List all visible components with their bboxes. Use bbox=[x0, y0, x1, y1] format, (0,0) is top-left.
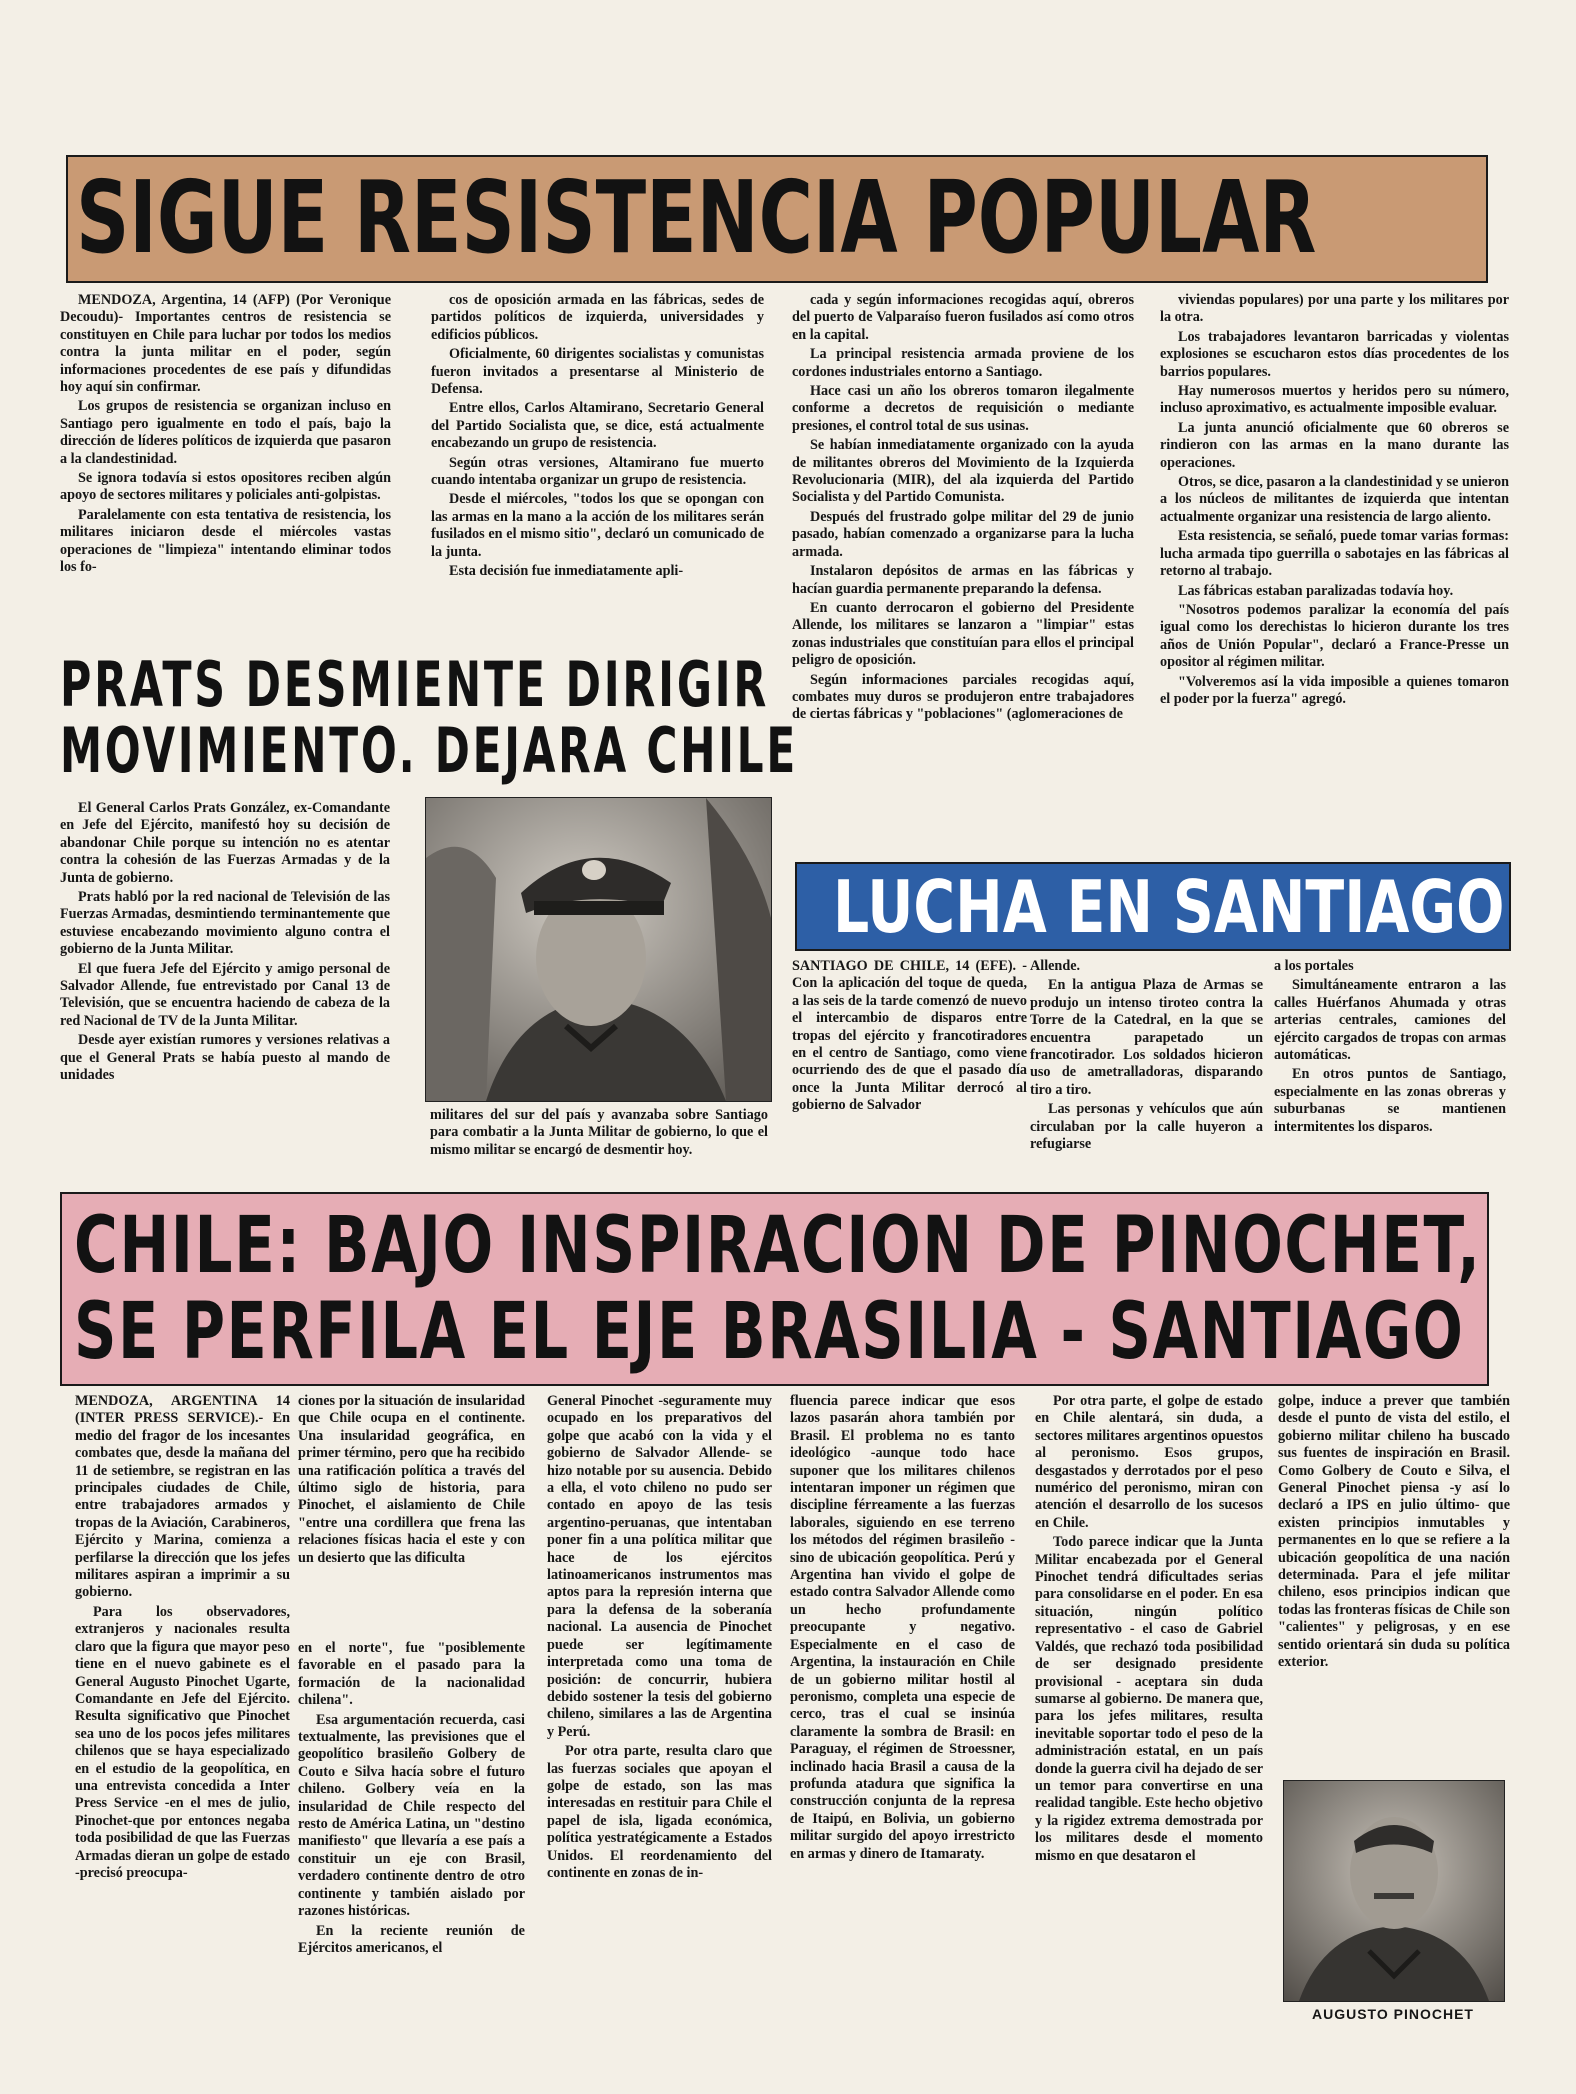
paragraph: Se ignora todavía si estos opositores reciben algún apoyo de sectores militares y policiales anti-golpistas. bbox=[60, 470, 391, 504]
eje-column-3 bbox=[547, 1393, 772, 2027]
paragraph: "Volveremos así la vida imposible a quienes tomaron el poder por la fuerza" agregó. bbox=[1160, 673, 1509, 707]
paragraph: Paralelamente con esta tentativa de resistencia, los militares iniciaron desde el miércoles vastas operaciones de "limpieza" intentando eliminar todos los fo- bbox=[60, 506, 391, 576]
prats-column-2: militares del sur del país y avanzaba sobre Santiago para combatir a la Junta Militar de gobierno, lo que el mismo militar se encargó de desmentir hoy. bbox=[430, 1107, 768, 1158]
paragraph: Desde el miércoles, "todos los que se opongan con las armas en la mano a la acción de los militares serán fusilados en el mismo sitio", declaró un comunicado de la junta. bbox=[431, 491, 764, 560]
resistencia-column-4 bbox=[1160, 292, 1509, 852]
paragraph: Según informaciones parciales recogidas aquí, combates muy duros se produjeron entre trabajadores de ciertas fábricas y "poblaciones" (aglomeraciones de bbox=[792, 671, 1134, 723]
resistencia-column-2 bbox=[431, 292, 764, 652]
paragraph: En la reciente reunión de Ejércitos americanos, el bbox=[298, 1922, 525, 1956]
paragraph: "Nosotros podemos paralizar la economía del país igual como los derechistas lo hicieron durante los tres años de Unión Popular", declaró a France-Presse un opositor al régimen militar. bbox=[1160, 601, 1509, 671]
paragraph: MENDOZA, Argentina, 14 (AFP) (Por Veronique Decoudu)- Importantes centros de resistencia se constituyen en Chile para luchar por todos los medios contra la junta militar en el poder, según informaciones procedentes de ese país y difundidas hoy aquí sin confirmar. bbox=[60, 292, 391, 396]
paragraph: Hay numerosos muertos y heridos pero su número, incluso aproximativo, es actualmente imposible evaluar. bbox=[1160, 383, 1509, 417]
paragraph: Entre ellos, Carlos Altamirano, Secretario General del Partido Socialista que, se dice, está actualmente encabezando un grupo de resistencia. bbox=[431, 400, 764, 452]
paragraph: Se habían inmediatamente organizado con la ayuda de militantes obreros del Movimiento de la Izquierda Revolucionaria (MIR), del ala izquierda del Partido Socialista y del Partido Comunista. bbox=[792, 437, 1134, 506]
paragraph: Las fábricas estaban paralizadas todavía hoy. bbox=[1178, 582, 1454, 599]
paragraph: Todo parece indicar que la Junta Militar encabezada por el General Pinochet tendrá dificultades serias para consolidarse en el poder. En esa situación, ningún político representativo - el caso de Gabriel Valdés, que rechazó toda posibilidad de ser designado presidente provisional - aceptara sin duda sumarse al gobierno. De manera que, para los jefes militares, resulta inevitable soportar todo el peso de la administración estatal, en un país donde la guerra civil ha dejado de ser un temor para convertirse en una realidad tangible. Este hecho objetivo y la rigidez extrema demostrada por los militares desde el momento mismo en que desataron el bbox=[1035, 1534, 1263, 1864]
paragraph: Después del frustrado golpe militar del 29 de junio pasado, habían comenzado a organizarse para la lucha armada. bbox=[792, 508, 1134, 560]
paragraph: viviendas populares) por una parte y los militares por la otra. bbox=[1160, 292, 1509, 326]
paragraph: en el norte", fue "posiblemente favorable en el pasado para la formación de la nacionalidad chilena". bbox=[298, 1640, 525, 1709]
paragraph: El que fuera Jefe del Ejército y amigo personal de Salvador Allende, fue entrevistado por Canal 13 de Televisión, que se encuentra haciendo de cabeza de la red Nacional de TV de la Junta Militar. bbox=[60, 960, 390, 1029]
prats-headline-line-1: PRATS DESMIENTE DIRIGIR bbox=[60, 648, 770, 721]
lucha-column-2 bbox=[1030, 958, 1263, 1180]
eje-column-4 bbox=[790, 1393, 1015, 2027]
pinochet-portrait-image bbox=[1284, 1781, 1504, 2001]
eje-column-5 bbox=[1035, 1393, 1263, 2027]
paragraph: Oficialmente, 60 dirigentes socialistas y comunistas fueron invitados a presentarse al Ministerio de Defensa. bbox=[431, 346, 764, 398]
eje-column-6 bbox=[1278, 1393, 1510, 1773]
paragraph: Hace casi un año los obreros tomaron ilegalmente conforme a decretos de requisición o mediante presiones, el control total de sus usinas. bbox=[792, 383, 1134, 434]
eje-column-1 bbox=[75, 1393, 290, 2027]
paragraph: cos de oposición armada en las fábricas, sedes de partidos políticos de izquierda, universidades y edificios públicos. bbox=[431, 292, 764, 343]
lucha-headline-banner bbox=[795, 862, 1511, 951]
paragraph: Desde ayer existían rumores y versiones relativas a que el General Prats se había puesto al mando de unidades bbox=[60, 1032, 390, 1084]
eje-headline-banner bbox=[60, 1192, 1489, 1386]
lucha-headline: LUCHA EN SANTIAGO bbox=[833, 865, 1505, 949]
paragraph: Los grupos de resistencia se organizan incluso en Santiago pero igualmente en todo el país, bajo la dirección de líderes políticos de izquierda que pasaron a la clandestinidad. bbox=[60, 398, 391, 467]
paragraph: a los portales bbox=[1274, 958, 1354, 974]
paragraph: Las personas y vehículos que aún circulaban por la calle huyeron a refugiarse bbox=[1030, 1101, 1263, 1153]
paragraph: cada y según informaciones recogidas aquí, obreros del puerto de Valparaíso fueron fusilados así como otros en la capital. bbox=[792, 292, 1134, 343]
paragraph: Según otras versiones, Altamirano fue muerto cuando intentaba organizar un grupo de resistencia. bbox=[431, 454, 764, 489]
paragraph: Los trabajadores levantaron barricadas y violentas explosiones se escucharon estos días procedentes de los barrios populares. bbox=[1160, 328, 1509, 380]
paragraph: golpe, induce a prever que también desde el punto de vista del estilo, el gobierno militar chileno ha buscado sus fuentes de inspiración en Brasil. Como Golbery de Couto e Silva, el General Pinochet piensa -y así lo declaró a IPS en julio último- que existen principios inmutables y permanentes en lo que se refiere a la ubicación geopolítica de una nación determinada. Para el jefe militar chileno, esos principios indican que todas las fronteras físicas de Chile son "calientes" y peligrosas, y en ese sentido orientará sin duda su política exterior. bbox=[1278, 1393, 1510, 1671]
eje-headline-line-1: CHILE: BAJO INSPIRACION DE PINOCHET, bbox=[74, 1201, 1482, 1291]
paragraph: General Pinochet -seguramente muy ocupado en los preparativos del golpe que acabó con la vida y el gobierno de Salvador Allende- se hizo notable por su ausencia. Debido a ella, el voto chileno no pudo ser contado en apoyo de las tesis argentino-peruanas, que intentaban poner fin a una política militar que hace de los ejércitos latinoamericanos instrumentos mas aptos para la represión interna que para la defensa de la soberanía nacional. La ausencia de Pinochet puede ser legítimamente interpretada como una toma de posición: de concurrir, hubiera debido sostener la tesis del gobierno chileno, similares a las de Argentina y Perú. bbox=[547, 1393, 772, 1740]
pinochet-caption: AUGUSTO PINOCHET bbox=[1312, 2006, 1474, 2022]
eje-column-2b bbox=[298, 1640, 525, 2027]
paragraph: En la antigua Plaza de Armas se produjo un intenso tiroteo contra la Torre de la Catedral, en la que se encuentra parapetado un francotirador. Los soldados hicieron uso de ametralladoras, disparando tiro a tiro. bbox=[1030, 977, 1263, 1098]
paragraph: Por otra parte, resulta claro que las fuerzas sociales que apoyan el golpe de estado, son las mas interesadas en restituir para Chile el papel de isla, ligada económica, política yestratégicamente a Estados Unidos. El reordenamiento del continente en zonas de in- bbox=[547, 1743, 772, 1881]
eje-headline-line-2: SE PERFILA EL EJE BRASILIA - SANTIAGO bbox=[74, 1287, 1465, 1377]
paragraph: Allende. bbox=[1030, 958, 1081, 974]
eje-column-2a: ciones por la situación de insularidad que Chile ocupa en el continente. Una insularidad geográfica, en primer término, pero que ha recibido una ratificación política a través del último siglo de historia, para Pinochet, el aislamiento de Chile "entre una cordillera que frena las relaciones físicas hacia el este y con un desierto que las dificulta bbox=[298, 1393, 525, 1566]
main-headline: SIGUE RESISTENCIA POPULAR bbox=[76, 159, 1317, 276]
prats-headline-line-2: MOVIMIENTO. DEJARA CHILE bbox=[60, 714, 798, 787]
paragraph: fluencia parece indicar que esos lazos pasarán ahora también por Brasil. El problema no es tanto ideológico -aunque todo hace suponer que los militares chilenos intentaran imponer un régimen que discipline férreamente a las fuerzas laborales, siguiendo en ese terreno los métodos del régimen brasileño - sino de ubicación geopolítica. Perú y Argentina han vivido el golpe de estado contra Salvador Allende como un hecho profundamente preocupante y negativo. Especialmente en el caso de Argentina, la instauración en Chile de un gobierno militar hostil al peronismo, completa una especie de cerco, tras el cual se insinúa claramente la sombra de Brasil: en Paraguay, el régimen de Stroessner, inclinado hacia Brasil a causa de la profunda atadura que significa la construcción conjunta de la represa de Itaipú, en Bolivia, un gobierno militar surgido del apoyo irrestricto en armas y dinero de Itamaraty. bbox=[790, 1393, 1015, 1862]
paragraph: Por otra parte, el golpe de estado en Chile alentará, sin duda, a sectores militares argentinos opuestos al peronismo. Esos grupos, desgastados y derrotados por el peso numérico del peronismo, miran con atención el desarrollo de los sucesos en Chile. bbox=[1035, 1393, 1263, 1531]
paragraph: Otros, se dice, pasaron a la clandestinidad y se unieron a los núcleos de militantes de izquierda que intentan actualmente organizar una resistencia de largo aliento. bbox=[1160, 474, 1509, 525]
paragraph: MENDOZA, ARGENTINA 14 (INTER PRESS SERVICE).- En medio del fragor de los incesantes combates que, desde la mañana del 11 de setiembre, se registran en las principales ciudades de Chile, entre trabajadores armados y tropas de la Aviación, Carabineros, Ejército y Marina, comienza a perfilarse la dirección que los jefes militares aspiran a imprimir a su gobierno. bbox=[75, 1393, 290, 1601]
paragraph: El General Carlos Prats González, ex-Comandante en Jefe del Ejército, manifestó hoy su decisión de abandonar Chile porque su intención no es atentar contra la cohesión de las Fuerzas Armadas y de la Junta de gobierno. bbox=[60, 800, 390, 886]
paragraph: La principal resistencia armada proviene de los cordones industriales entorno a Santiago. bbox=[792, 346, 1134, 380]
paragraph: Instalaron depósitos de armas en las fábricas y hacían guardia permanente preparando la defensa. bbox=[792, 563, 1134, 597]
paragraph: Esa argumentación recuerda, casi textualmente, las previsiones que el geopolítico brasileño Golbery de Couto e Silva hacía sobre el futuro chileno. Golbery veía en la insularidad de Chile respecto del resto de América Latina, un "destino manifiesto" que llevaría a ese país a constituir un eje con Brasil, verdadero continente dentro de otro continente y también aislado por razones históricas. bbox=[298, 1711, 525, 1920]
paragraph: Esta resistencia, se señaló, puede tomar varias formas: lucha armada tipo guerrilla o sabotajes en las fábricas al retorno al trabajo. bbox=[1160, 528, 1509, 580]
paragraph: Esta decisión fue inmediatamente apli- bbox=[449, 563, 684, 580]
main-headline-banner bbox=[66, 155, 1488, 283]
prats-portrait-image bbox=[426, 798, 771, 1101]
resistencia-column-3 bbox=[792, 292, 1134, 852]
paragraph: En cuanto derrocaron el gobierno del Presidente Allende, los militares se lanzaron a "limpiar" estas zonas industriales que constituían para ellos el principal peligro de oposición. bbox=[792, 599, 1134, 669]
prats-photo bbox=[425, 797, 772, 1102]
paragraph: Prats habló por la red nacional de Televisión de las Fuerzas Armadas, desmintiendo terminantemente que estuviese encabezando movimiento alguno contra el gobierno de la Junta Militar. bbox=[60, 889, 390, 958]
lucha-column-1: SANTIAGO DE CHILE, 14 (EFE). - Con la aplicación del toque de queda, a las seis de la tarde comenzó de nuevo el intercambio de disparos entre tropas del ejército y francotiradores en el centro de Santiago, como viene ocurriendo des de que el pasado día once la Junta Militar derrocó al gobierno de Salvador bbox=[792, 958, 1027, 1114]
paragraph: En otros puntos de Santiago, especialmente en las zonas obreras y suburbanas se mantienen intermitentes los disparos. bbox=[1274, 1066, 1506, 1135]
pinochet-photo bbox=[1283, 1780, 1505, 2002]
resistencia-column-1 bbox=[60, 292, 391, 652]
paragraph: Simultáneamente entraron a las calles Huérfanos Ahumada y otras arterias centrales, camiones del ejército cargados de tropas con armas automáticas. bbox=[1274, 977, 1506, 1064]
paragraph: La junta anunció oficialmente que 60 obreros se rindieron con las armas en la mano durante las operaciones. bbox=[1160, 419, 1509, 471]
paragraph: Para los observadores, extranjeros y nacionales resulta claro que la figura que mayor peso tiene en el nuevo gabinete es el General Augusto Pinochet Ugarte, Comandante en Jefe del Ejército. Resulta significativo que Pinochet sea uno de los pocos jefes militares chilenos que se haya especializado en el estudio de la geopolítica, en una entrevista concedida a Inter Press Service -en el mes de julio, Pinochet-que por entonces negaba toda posibilidad de que las Fuerzas Armadas dieran un golpe de estado -precisó preocupa- bbox=[75, 1603, 290, 1881]
prats-column-1 bbox=[60, 800, 390, 1185]
lucha-column-3 bbox=[1274, 958, 1506, 1180]
